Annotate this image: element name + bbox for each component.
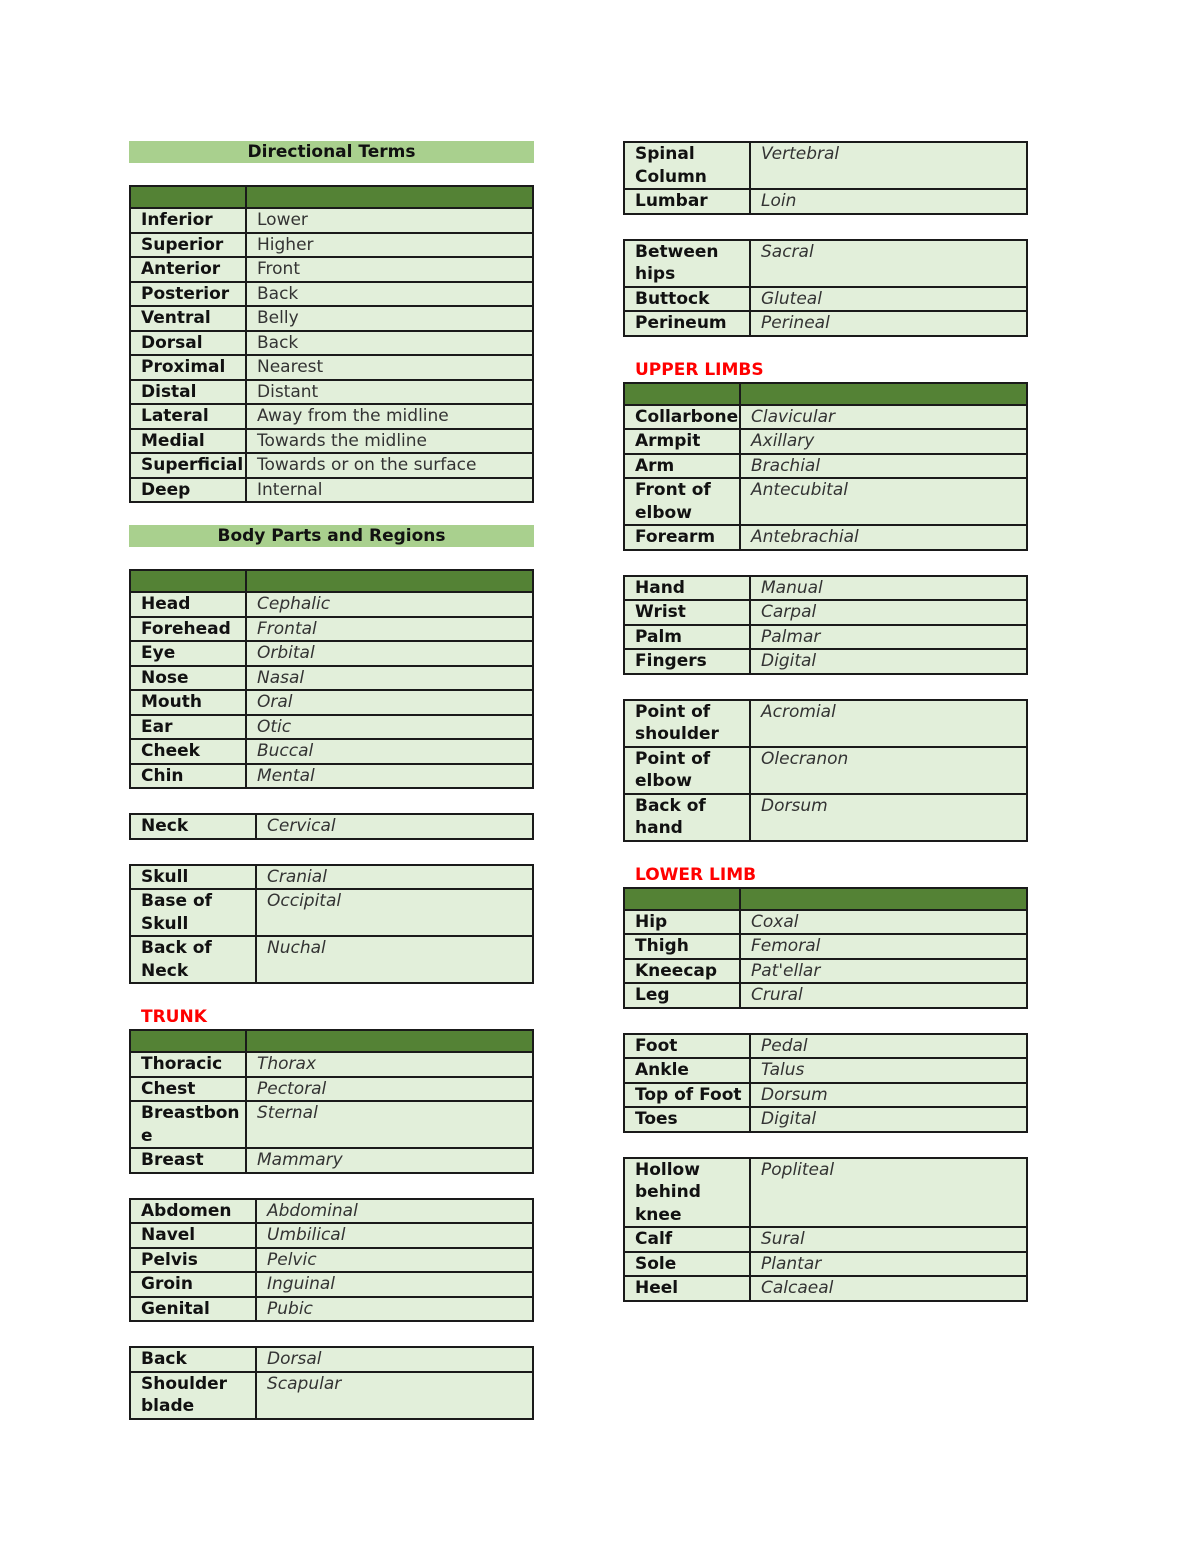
directional-terms-table (129, 185, 534, 503)
table-row (130, 331, 533, 356)
value-cell: Occipital (256, 889, 533, 936)
value-cell: Sacral (750, 240, 1027, 287)
term-cell: Collarbone (624, 405, 740, 430)
value-cell: Antecubital (740, 478, 1027, 525)
table-row (624, 429, 1027, 454)
table-row (130, 233, 533, 258)
value-cell: Palmar (750, 625, 1027, 650)
table-row (130, 306, 533, 331)
calf-regions-table (623, 1157, 1028, 1302)
term-cell: Shoulder blade (130, 1372, 256, 1419)
table-row (130, 380, 533, 405)
table-row (130, 641, 533, 666)
term-cell: Forearm (624, 525, 740, 550)
value-cell: Coxal (740, 910, 1027, 935)
value-cell: Pubic (256, 1297, 533, 1322)
value-cell: Axillary (740, 429, 1027, 454)
table-row (130, 1052, 533, 1077)
term-cell: Sole (624, 1252, 750, 1277)
value-cell: Perineal (750, 311, 1027, 336)
term-cell: Superficial (130, 453, 246, 478)
table-row (624, 910, 1027, 935)
table-row (130, 617, 533, 642)
hip-regions-table (623, 239, 1028, 337)
value-cell: Lower (246, 208, 533, 233)
table-row (130, 1148, 533, 1173)
arm-regions-table (623, 382, 1028, 551)
table-row (130, 1272, 533, 1297)
table-row (624, 959, 1027, 984)
term-cell: Hollow behind knee (624, 1158, 750, 1228)
term-cell: Skull (130, 865, 256, 890)
value-cell: Internal (246, 478, 533, 503)
value-cell: Talus (750, 1058, 1027, 1083)
value-cell: Higher (246, 233, 533, 258)
value-cell: Manual (750, 576, 1027, 601)
value-cell: Belly (246, 306, 533, 331)
value-cell: Towards or on the surface (246, 453, 533, 478)
points-regions-table (623, 699, 1028, 842)
table-row (624, 1158, 1027, 1228)
table-row (624, 794, 1027, 841)
value-cell: Mammary (246, 1148, 533, 1173)
value-cell: Pelvic (256, 1248, 533, 1273)
term-cell: Between hips (624, 240, 750, 287)
term-cell: Point of shoulder (624, 700, 750, 747)
table-row (130, 889, 533, 936)
table-row (624, 1058, 1027, 1083)
hand-regions-table (623, 575, 1028, 675)
table-row (130, 453, 533, 478)
skull-regions-table (129, 864, 534, 985)
table-row (130, 592, 533, 617)
header-cell (130, 1030, 246, 1052)
value-cell: Carpal (750, 600, 1027, 625)
table-header-row (130, 570, 533, 592)
value-cell: Scapular (256, 1372, 533, 1419)
term-cell: Base of Skull (130, 889, 256, 936)
term-cell: Head (130, 592, 246, 617)
term-cell: Top of Foot (624, 1083, 750, 1108)
value-cell: Pedal (750, 1034, 1027, 1059)
term-cell: Lumbar (624, 189, 750, 214)
term-cell: Perineum (624, 311, 750, 336)
term-cell: Back (130, 1347, 256, 1372)
table-row (130, 478, 533, 503)
term-cell: Fingers (624, 649, 750, 674)
table-row (130, 1248, 533, 1273)
term-cell: Hand (624, 576, 750, 601)
value-cell: Distant (246, 380, 533, 405)
left-column (129, 141, 534, 1420)
table-row (624, 983, 1027, 1008)
value-cell: Pectoral (246, 1077, 533, 1102)
term-cell: Lateral (130, 404, 246, 429)
term-cell: Leg (624, 983, 740, 1008)
term-cell: Superior (130, 233, 246, 258)
table-row (624, 625, 1027, 650)
value-cell: Orbital (246, 641, 533, 666)
term-cell: Thoracic (130, 1052, 246, 1077)
header-cell (740, 888, 1027, 910)
table-row (624, 1034, 1027, 1059)
term-cell: Kneecap (624, 959, 740, 984)
table-row (130, 739, 533, 764)
value-cell: Vertebral (750, 142, 1027, 189)
value-cell: Loin (750, 189, 1027, 214)
header-cell (130, 570, 246, 592)
table-row (624, 240, 1027, 287)
term-cell: Nose (130, 666, 246, 691)
term-cell: Posterior (130, 282, 246, 307)
table-row (130, 257, 533, 282)
leg-regions-table (623, 887, 1028, 1009)
term-cell: Point of elbow (624, 747, 750, 794)
term-cell: Ankle (624, 1058, 750, 1083)
term-cell: Navel (130, 1223, 256, 1248)
value-cell: Pat'ellar (740, 959, 1027, 984)
back-regions-table (129, 1346, 534, 1420)
table-row (624, 600, 1027, 625)
term-cell: Forehead (130, 617, 246, 642)
term-cell: Breastbone (130, 1101, 246, 1148)
term-cell: Inferior (130, 208, 246, 233)
table-row (624, 142, 1027, 189)
table-row (624, 1107, 1027, 1132)
table-row (624, 189, 1027, 214)
table-row (624, 311, 1027, 336)
table-header-row (130, 186, 533, 208)
head-regions-table (129, 569, 534, 789)
lower-limb-title: LOWER LIMB (635, 864, 757, 885)
term-cell: Abdomen (130, 1199, 256, 1224)
table-row (624, 454, 1027, 479)
term-cell: Anterior (130, 257, 246, 282)
value-cell: Cranial (256, 865, 533, 890)
table-row (130, 355, 533, 380)
term-cell: Dorsal (130, 331, 246, 356)
value-cell: Dorsal (256, 1347, 533, 1372)
table-row (130, 1223, 533, 1248)
term-cell: Eye (130, 641, 246, 666)
table-row (130, 1372, 533, 1419)
value-cell: Away from the midline (246, 404, 533, 429)
value-cell: Sternal (246, 1101, 533, 1148)
table-row (130, 282, 533, 307)
table-row (624, 1276, 1027, 1301)
value-cell: Popliteal (750, 1158, 1027, 1228)
value-cell: Nuchal (256, 936, 533, 983)
table-row (130, 690, 533, 715)
table-row (130, 764, 533, 789)
term-cell: Mouth (130, 690, 246, 715)
term-cell: Ventral (130, 306, 246, 331)
term-cell: Back of Neck (130, 936, 256, 983)
term-cell: Breast (130, 1148, 246, 1173)
value-cell: Buccal (246, 739, 533, 764)
term-cell: Chest (130, 1077, 246, 1102)
term-cell: Pelvis (130, 1248, 256, 1273)
term-cell: Buttock (624, 287, 750, 312)
table-row (130, 1101, 533, 1148)
value-cell: Otic (246, 715, 533, 740)
term-cell: Palm (624, 625, 750, 650)
term-cell: Distal (130, 380, 246, 405)
value-cell: Frontal (246, 617, 533, 642)
value-cell: Femoral (740, 934, 1027, 959)
value-cell: Olecranon (750, 747, 1027, 794)
value-cell: Cephalic (246, 592, 533, 617)
table-row (624, 525, 1027, 550)
table-row (130, 429, 533, 454)
term-cell: Proximal (130, 355, 246, 380)
value-cell: Towards the midline (246, 429, 533, 454)
value-cell: Brachial (740, 454, 1027, 479)
table-row (130, 715, 533, 740)
term-cell: Heel (624, 1276, 750, 1301)
term-cell: Arm (624, 454, 740, 479)
value-cell: Inguinal (256, 1272, 533, 1297)
header-cell (130, 186, 246, 208)
table-row (624, 1227, 1027, 1252)
value-cell: Nearest (246, 355, 533, 380)
value-cell: Back (246, 331, 533, 356)
term-cell: Wrist (624, 600, 750, 625)
table-row (130, 936, 533, 983)
value-cell: Front (246, 257, 533, 282)
table-row (130, 865, 533, 890)
term-cell: Deep (130, 478, 246, 503)
term-cell: Chin (130, 764, 246, 789)
table-row (624, 934, 1027, 959)
table-row (130, 1199, 533, 1224)
term-cell: Cheek (130, 739, 246, 764)
header-cell (246, 186, 533, 208)
table-header-row (130, 1030, 533, 1052)
value-cell: Dorsum (750, 1083, 1027, 1108)
chest-regions-table (129, 1029, 534, 1174)
right-column (623, 141, 1028, 1302)
term-cell: Ear (130, 715, 246, 740)
header-cell (246, 1030, 533, 1052)
abdomen-regions-table (129, 1198, 534, 1323)
table-row (624, 405, 1027, 430)
table-row (130, 666, 533, 691)
table-header-row (624, 383, 1027, 405)
value-cell: Clavicular (740, 405, 1027, 430)
value-cell: Gluteal (750, 287, 1027, 312)
term-cell: Medial (130, 429, 246, 454)
value-cell: Sural (750, 1227, 1027, 1252)
table-row (624, 287, 1027, 312)
term-cell: Neck (130, 814, 256, 839)
term-cell: Back of hand (624, 794, 750, 841)
table-row (624, 700, 1027, 747)
header-cell (740, 383, 1027, 405)
term-cell: Genital (130, 1297, 256, 1322)
upper-limbs-title: UPPER LIMBS (635, 359, 764, 380)
value-cell: Back (246, 282, 533, 307)
header-cell (246, 570, 533, 592)
term-cell: Toes (624, 1107, 750, 1132)
value-cell: Nasal (246, 666, 533, 691)
table-row (130, 814, 533, 839)
header-cell (624, 888, 740, 910)
table-row (624, 747, 1027, 794)
value-cell: Digital (750, 649, 1027, 674)
table-row (624, 478, 1027, 525)
value-cell: Abdominal (256, 1199, 533, 1224)
table-row (130, 404, 533, 429)
table-row (130, 1347, 533, 1372)
term-cell: Spinal Column (624, 142, 750, 189)
value-cell: Mental (246, 764, 533, 789)
header-cell (624, 383, 740, 405)
table-row (624, 1252, 1027, 1277)
term-cell: Groin (130, 1272, 256, 1297)
term-cell: Hip (624, 910, 740, 935)
value-cell: Dorsum (750, 794, 1027, 841)
value-cell: Crural (740, 983, 1027, 1008)
term-cell: Thigh (624, 934, 740, 959)
term-cell: Foot (624, 1034, 750, 1059)
directional-terms-title: Directional Terms (129, 141, 534, 163)
foot-regions-table (623, 1033, 1028, 1133)
value-cell: Oral (246, 690, 533, 715)
value-cell: Cervical (256, 814, 533, 839)
neck-regions-table (129, 813, 534, 840)
trunk-title: TRUNK (141, 1007, 207, 1027)
value-cell: Calcaeal (750, 1276, 1027, 1301)
table-header-row (624, 888, 1027, 910)
table-row (624, 576, 1027, 601)
table-row (130, 1297, 533, 1322)
table-row (130, 1077, 533, 1102)
value-cell: Umbilical (256, 1223, 533, 1248)
table-row (130, 208, 533, 233)
body-parts-title: Body Parts and Regions (129, 525, 534, 547)
value-cell: Digital (750, 1107, 1027, 1132)
table-row (624, 649, 1027, 674)
table-row (624, 1083, 1027, 1108)
term-cell: Armpit (624, 429, 740, 454)
value-cell: Plantar (750, 1252, 1027, 1277)
value-cell: Thorax (246, 1052, 533, 1077)
value-cell: Antebrachial (740, 525, 1027, 550)
term-cell: Calf (624, 1227, 750, 1252)
term-cell: Front of elbow (624, 478, 740, 525)
value-cell: Acromial (750, 700, 1027, 747)
spine-regions-table (623, 141, 1028, 215)
